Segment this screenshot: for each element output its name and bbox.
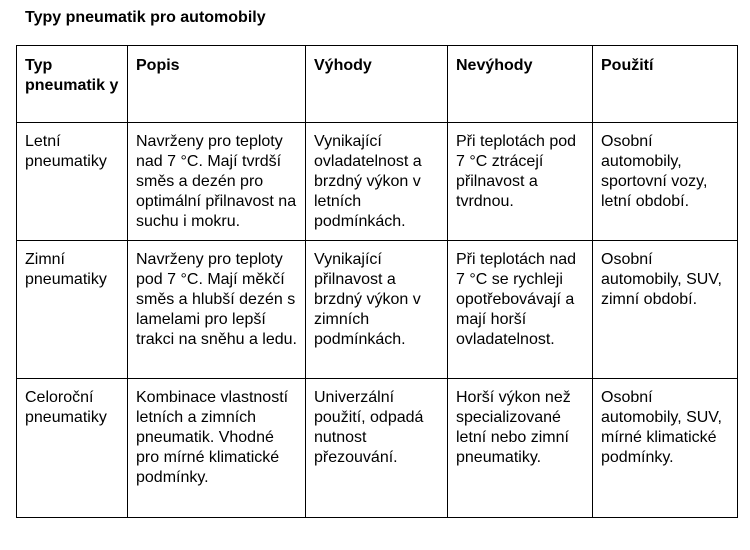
cell-disadvantages: Horší výkon než specializované letní nebo zimní pneumatiky. xyxy=(448,379,593,518)
header-description: Popis xyxy=(128,46,306,123)
table-row xyxy=(17,241,738,379)
cell-description: Kombinace vlastností letních a zimních pneumatik. Vhodné pro mírné klimatické podmínky. xyxy=(128,379,306,518)
cell-description: Navrženy pro teploty nad 7 °C. Mají tvrdší směs a dezén pro optimální přilnavost na suchu i mokru. xyxy=(128,123,306,241)
document-title: Typy pneumatik pro automobily xyxy=(25,9,266,26)
cell-type: Celoroční pneumatiky xyxy=(17,379,128,518)
table-row xyxy=(17,123,738,241)
cell-disadvantages: Při teplotách pod 7 °C ztrácejí přilnavost a tvrdnou. xyxy=(448,123,593,241)
header-usage: Použití xyxy=(593,46,738,123)
cell-description: Navrženy pro teploty pod 7 °C. Mají měkčí směs a hlubší dezén s lamelami pro lepší trakci na sněhu a ledu. xyxy=(128,241,306,379)
cell-usage: Osobní automobily, SUV, zimní období. xyxy=(593,241,738,379)
table-row xyxy=(17,379,738,518)
cell-usage: Osobní automobily, sportovní vozy, letní období. xyxy=(593,123,738,241)
cell-type: Letní pneumatiky xyxy=(17,123,128,241)
header-type: Typ pneumatik y xyxy=(17,46,128,123)
cell-disadvantages: Při teplotách nad 7 °C se rychleji opotřebovávají a mají horší ovladatelnost. xyxy=(448,241,593,379)
cell-usage: Osobní automobily, SUV, mírné klimatické podmínky. xyxy=(593,379,738,518)
header-advantages: Výhody xyxy=(306,46,448,123)
header-disadvantages: Nevýhody xyxy=(448,46,593,123)
cell-advantages: Vynikající přilnavost a brzdný výkon v zimních podmínkách. xyxy=(306,241,448,379)
cell-type: Zimní pneumatiky xyxy=(17,241,128,379)
table-header-row xyxy=(17,46,738,123)
tire-types-table xyxy=(16,45,738,518)
cell-advantages: Vynikající ovladatelnost a brzdný výkon v letních podmínkách. xyxy=(306,123,448,241)
cell-advantages: Univerzální použití, odpadá nutnost přezouvání. xyxy=(306,379,448,518)
